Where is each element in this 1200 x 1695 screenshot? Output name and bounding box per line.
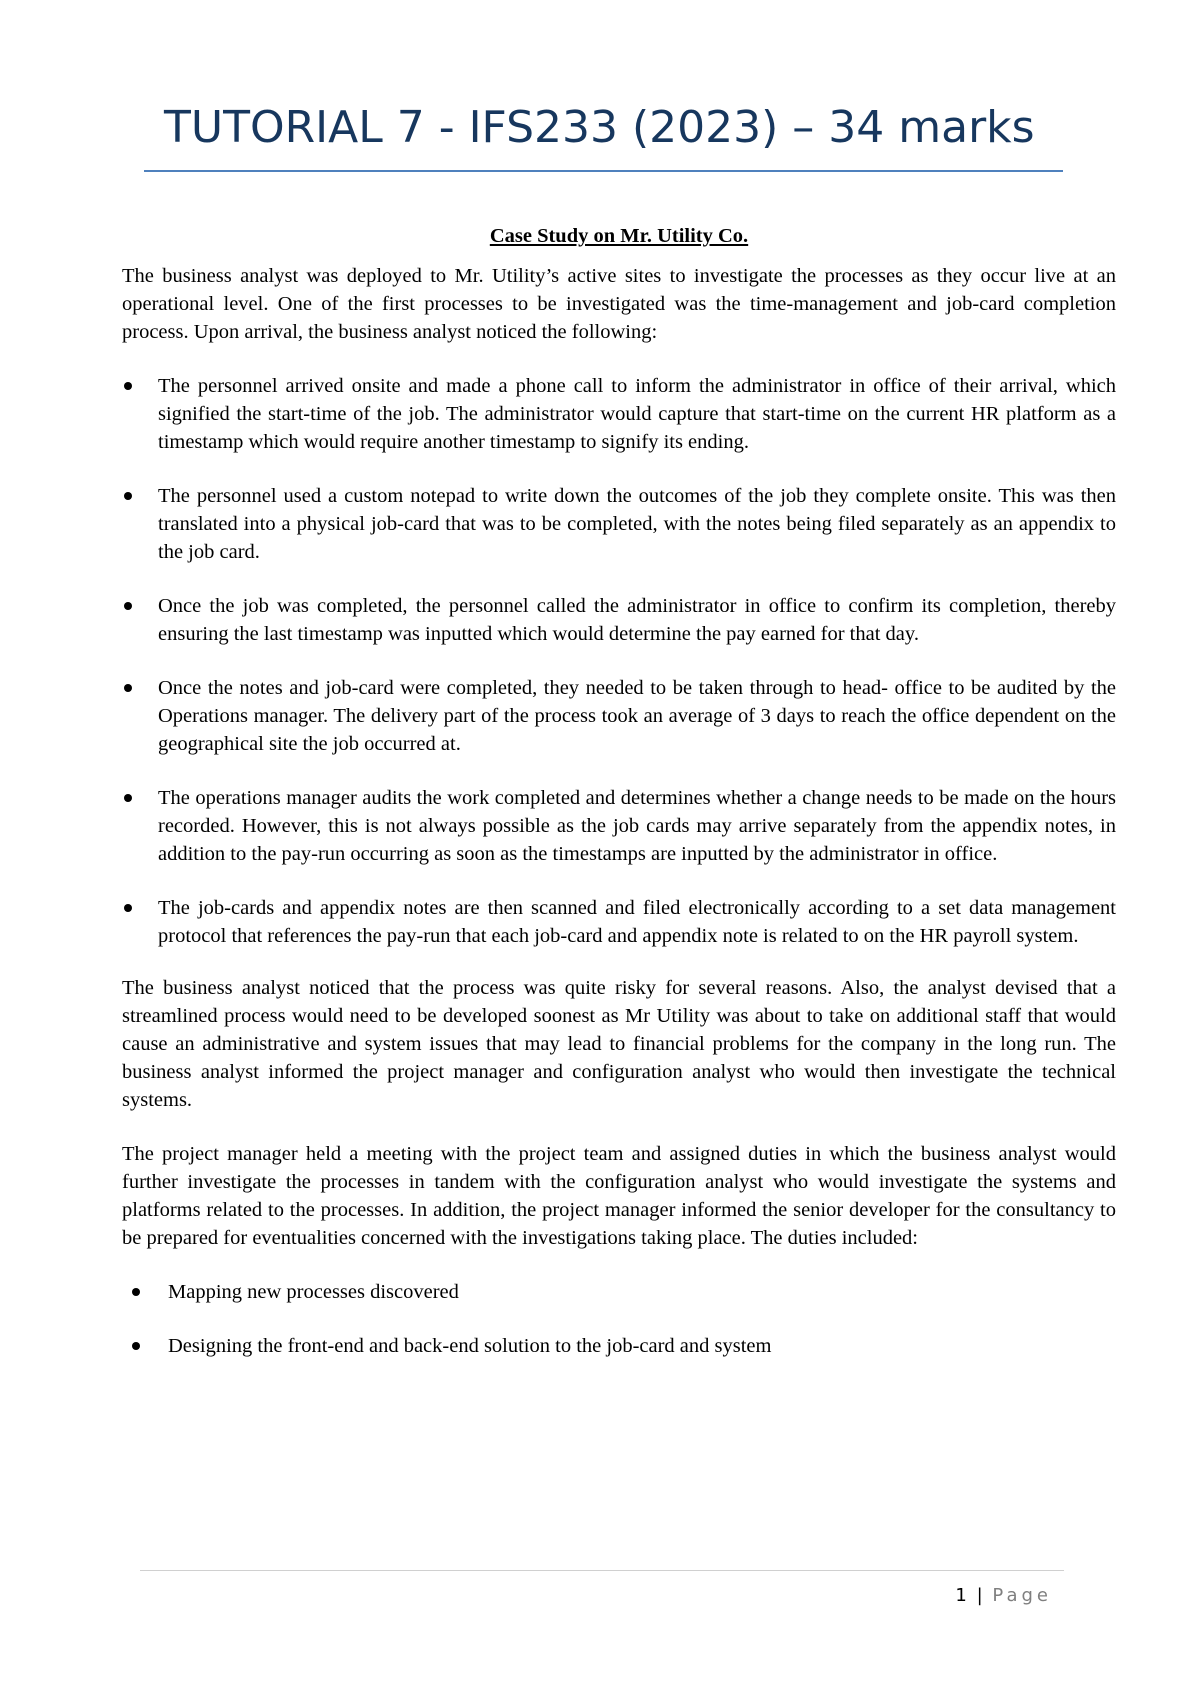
list-item xyxy=(122,674,1116,758)
document-body xyxy=(122,222,1116,1386)
list-item-text: Once the notes and job-card were completed, they needed to be taken through to head- office to be audited by the Operations manager. The delivery part of the process took an average of 3 days to reach the office dependent on the geographical site the job occurred at. xyxy=(158,677,1116,755)
page-label: Page xyxy=(992,1585,1052,1606)
list-item-text: The operations manager audits the work completed and determines whether a change needs to be made on the hours recorded. However, this is not always possible as the job cards may arrive separately from the appendix notes, in addition to the pay-run occurring as soon as the timestamps are inputted by the administrator in office. xyxy=(158,787,1116,865)
observations-list xyxy=(122,372,1116,950)
footer-divider xyxy=(140,1570,1064,1571)
list-item-text: Designing the front-end and back-end solution to the job-card and system xyxy=(168,1335,772,1357)
list-item xyxy=(122,372,1116,456)
list-item-text: The personnel arrived onsite and made a phone call to inform the administrator in office of their arrival, which signified the start-time of the job. The administrator would capture that start-time on the current HR platform as a timestamp which would require another timestamp to signify its ending. xyxy=(158,375,1116,453)
bullet-icon xyxy=(124,794,132,802)
list-item xyxy=(122,482,1116,566)
list-item xyxy=(122,894,1116,950)
list-item xyxy=(122,1278,1116,1306)
list-item-text: Once the job was completed, the personnel called the administrator in office to confirm its completion, thereby ensuring the last timestamp was inputted which would determine the pay earned for that day. xyxy=(158,595,1116,645)
duties-list xyxy=(122,1278,1116,1360)
intro-paragraph: The business analyst was deployed to Mr. Utility’s active sites to investigate the processes as they occur live at an operational level. One of the first processes to be investigated was the time-management and job-card completion process. Upon arrival, the business analyst noticed the following: xyxy=(122,265,1116,343)
page-footer xyxy=(955,1584,1052,1608)
meeting-paragraph: The project manager held a meeting with the project team and assigned duties in which the business analyst would further investigate the processes in tandem with the configuration analyst who would investigate the systems and platforms related to the processes. In addition, the project manager informed the senior developer for the consultancy to be prepared for eventualities concerned with the investigations taking place. The duties included: xyxy=(122,1143,1116,1249)
bullet-icon xyxy=(124,684,132,692)
case-study-heading: Case Study on Mr. Utility Co. xyxy=(489,225,749,247)
list-item xyxy=(122,1332,1116,1360)
bullet-icon xyxy=(132,1342,140,1350)
bullet-icon xyxy=(132,1288,140,1296)
list-item-text: The personnel used a custom notepad to write down the outcomes of the job they complete onsite. This was then translated into a physical job-card that was to be completed, with the notes being filed separately as an appendix to the job card. xyxy=(158,485,1116,563)
page-separator: | xyxy=(976,1585,983,1606)
list-item xyxy=(122,784,1116,868)
page-title: TUTORIAL 7 - IFS233 (2023) – 34 marks xyxy=(164,102,1035,153)
list-item xyxy=(122,592,1116,648)
risk-paragraph: The business analyst noticed that the process was quite risky for several reasons. Also, the analyst devised that a streamlined process would need to be developed soonest as Mr Utility was about to take on additional staff that would cause an administrative and system issues that may lead to financial problems for the company in the long run. The business analyst informed the project manager and configuration analyst who would then investigate the technical systems. xyxy=(122,977,1116,1111)
bullet-icon xyxy=(124,602,132,610)
bullet-icon xyxy=(124,382,132,390)
bullet-icon xyxy=(124,904,132,912)
list-item-text: Mapping new processes discovered xyxy=(168,1281,459,1303)
title-underline xyxy=(144,170,1063,172)
list-item-text: The job-cards and appendix notes are then scanned and filed electronically according to a set data management protocol that references the pay-run that each job-card and appendix note is related to on the HR payroll system. xyxy=(158,897,1116,947)
bullet-icon xyxy=(124,492,132,500)
page-number: 1 xyxy=(955,1585,967,1606)
